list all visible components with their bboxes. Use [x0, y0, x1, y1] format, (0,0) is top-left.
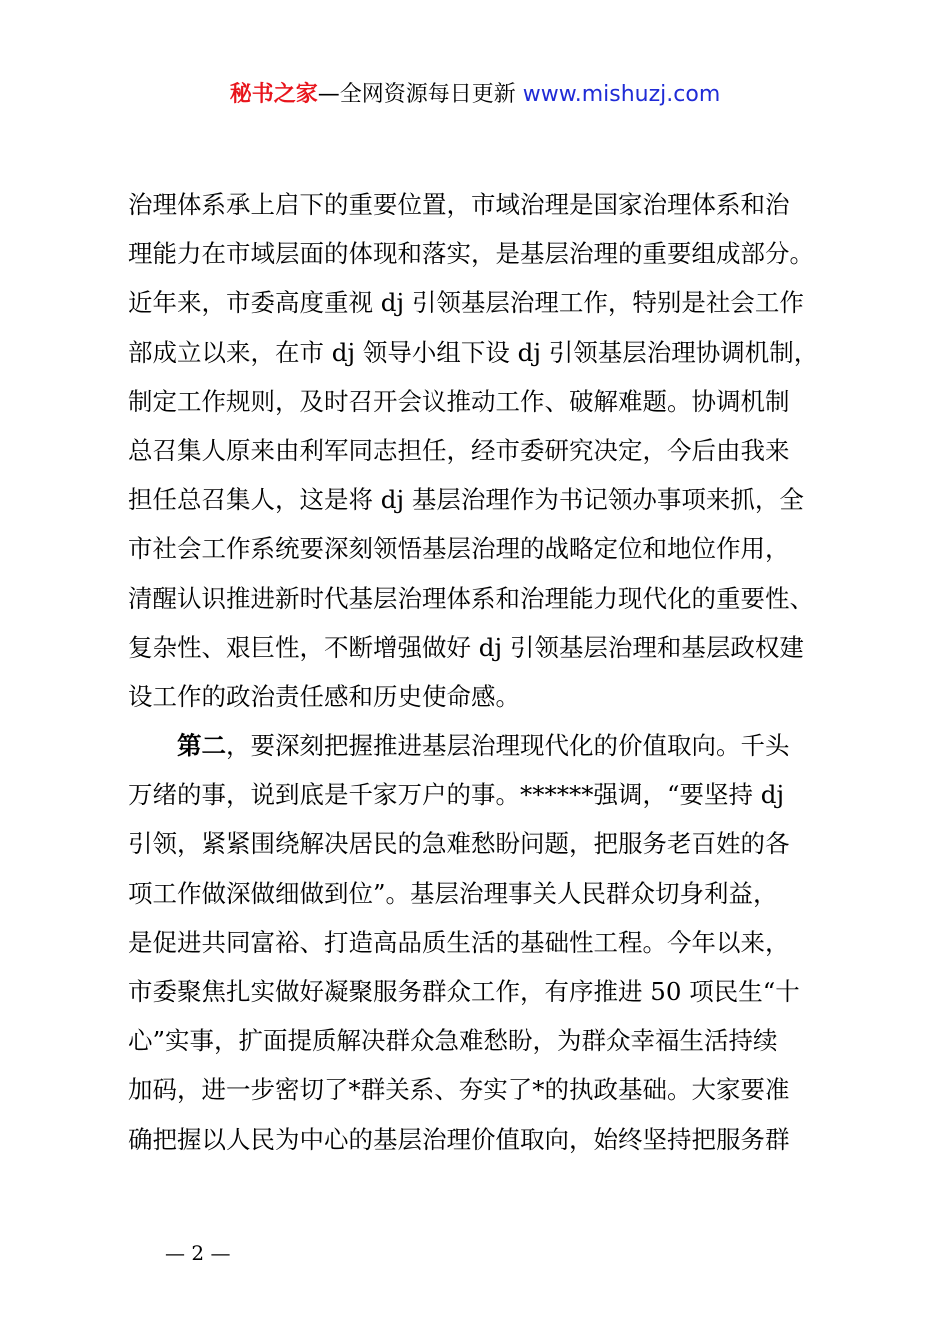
paragraph-2-lead: 第二 [177, 731, 226, 761]
text-line: 万绪的事，说到底是千家万户的事。******强调，“要坚持 dj [128, 780, 785, 810]
paragraph-2-first-line-text: ，要深刻把握推进基层治理现代化的价值取向。千头 [226, 731, 790, 761]
text-line: 制定工作规则，及时召开会议推动工作、破解难题。协调机制 [128, 386, 790, 416]
text-line: 清醒认识推进新时代基层治理体系和治理能力现代化的重要性、 [128, 583, 814, 613]
text-line: 确把握以人民为中心的基层治理价值取向，始终坚持把服务群 [128, 1124, 790, 1154]
paragraph-2-first-line [128, 721, 828, 770]
text-line: 是促进共同富裕、打造高品质生活的基础性工程。今年以来， [128, 927, 790, 957]
text-line: 总召集人原来由利军同志担任，经市委研究决定，今后由我来 [128, 435, 790, 465]
site-header [0, 78, 950, 112]
brand-name: 秘书之家 [229, 82, 318, 107]
text-line: 设工作的政治责任感和历史使命感。 [128, 681, 520, 711]
text-line: 市社会工作系统要深刻领悟基层治理的战略定位和地位作用， [128, 534, 790, 564]
text-line: 项工作做深做细做到位”。基层治理事关人民群众切身利益， [128, 878, 778, 908]
text-line: 心”实事，扩面提质解决群众急难愁盼，为群众幸福生活持续 [128, 1026, 778, 1056]
document-body [128, 180, 828, 1164]
text-line: 加码，进一步密切了*群关系、夯实了*的执政基础。大家要准 [128, 1075, 790, 1105]
text-line: 近年来，市委高度重视 dj 引领基层治理工作，特别是社会工作 [128, 288, 804, 318]
text-line: 市委聚焦扎实做好凝聚服务群众工作，有序推进 50 项民生“十 [128, 977, 800, 1006]
text-line: 部成立以来，在市 dj 领导小组下设 dj 引领基层治理协调机制， [128, 337, 819, 367]
text-line: 复杂性、艰巨性，不断增强做好 dj 引领基层治理和基层政权建 [128, 632, 804, 662]
text-line: 引领，紧紧围绕解决居民的急难愁盼问题，把服务老百姓的各 [128, 829, 790, 859]
text-line: 担任总召集人，这是将 dj 基层治理作为书记领办事项来抓，全 [128, 485, 804, 515]
page-number: — 2 — [165, 1241, 231, 1265]
text-line: 治理体系承上启下的重要位置，市域治理是国家治理体系和治 [128, 190, 790, 219]
header-tagline: —全网资源每日更新 [317, 82, 523, 107]
text-line: 理能力在市域层面的体现和落实，是基层治理的重要组成部分。 [128, 239, 814, 269]
site-url-link[interactable]: www.mishuzj.com [522, 82, 721, 107]
